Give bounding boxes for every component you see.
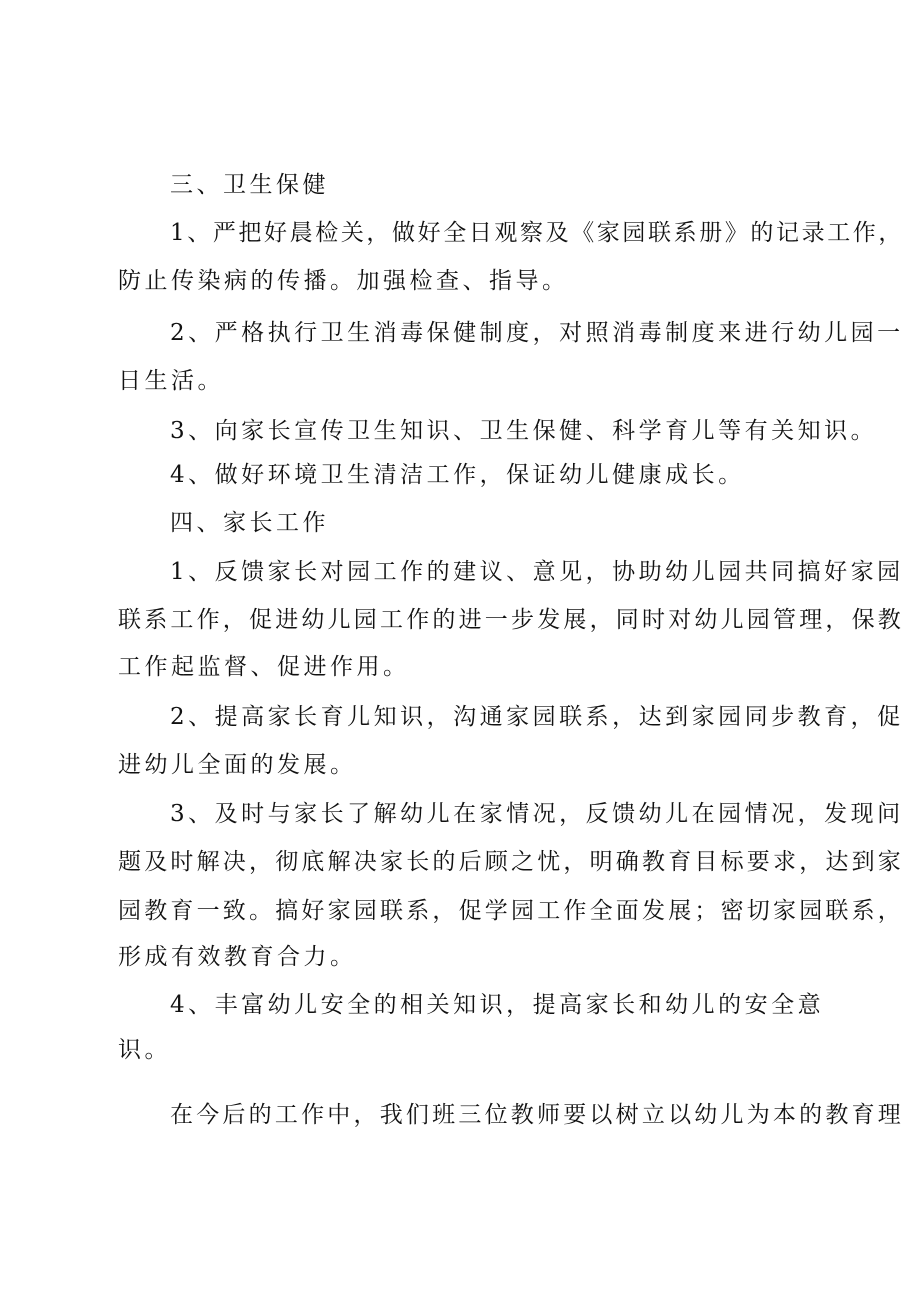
paragraph-line: 1、严把好晨检关，做好全日观察及《家园联系册》的记录工作， bbox=[170, 220, 904, 246]
paragraph-line: 识。 bbox=[118, 1037, 171, 1063]
paragraph-line: 2、提高家长育儿知识，沟通家园联系，达到家园同步教育，促 bbox=[170, 704, 904, 730]
paragraph-line: 3、向家长宣传卫生知识、卫生保健、科学育儿等有关知识。 bbox=[170, 418, 878, 444]
paragraph-line: 园教育一致。搞好家园联系，促学园工作全面发展；密切家园联系， bbox=[118, 898, 904, 924]
paragraph-line: 3、及时与家长了解幼儿在家情况，反馈幼儿在园情况，发现问 bbox=[170, 801, 904, 827]
paragraph-line: 形成有效教育合力。 bbox=[118, 944, 357, 970]
paragraph-line: 2、严格执行卫生消毒保健制度，对照消毒制度来进行幼儿园一 bbox=[170, 320, 904, 346]
paragraph-line: 在今后的工作中，我们班三位教师要以树立以幼儿为本的教育理 bbox=[170, 1102, 904, 1128]
paragraph-line: 4、丰富幼儿安全的相关知识，提高家长和幼儿的安全意 bbox=[170, 992, 825, 1018]
section-heading-parents: 四、家长工作 bbox=[170, 510, 329, 536]
paragraph-line: 防止传染病的传播。加强检查、指导。 bbox=[118, 268, 569, 294]
paragraph-line: 1、反馈家长对园工作的建议、意见，协助幼儿园共同搞好家园 bbox=[170, 559, 904, 585]
section-heading-hygiene: 三、卫生保健 bbox=[170, 172, 329, 198]
paragraph-line: 日生活。 bbox=[118, 368, 224, 394]
paragraph-line: 题及时解决，彻底解决家长的后顾之忧，明确教育目标要求，达到家 bbox=[118, 849, 904, 875]
paragraph-line: 进幼儿全面的发展。 bbox=[118, 752, 357, 778]
paragraph-line: 联系工作，促进幼儿园工作的进一步发展，同时对幼儿园管理，保教 bbox=[118, 607, 904, 633]
paragraph-line: 4、做好环境卫生清洁工作，保证幼儿健康成长。 bbox=[170, 462, 745, 488]
paragraph-line: 工作起监督、促进作用。 bbox=[118, 654, 410, 680]
